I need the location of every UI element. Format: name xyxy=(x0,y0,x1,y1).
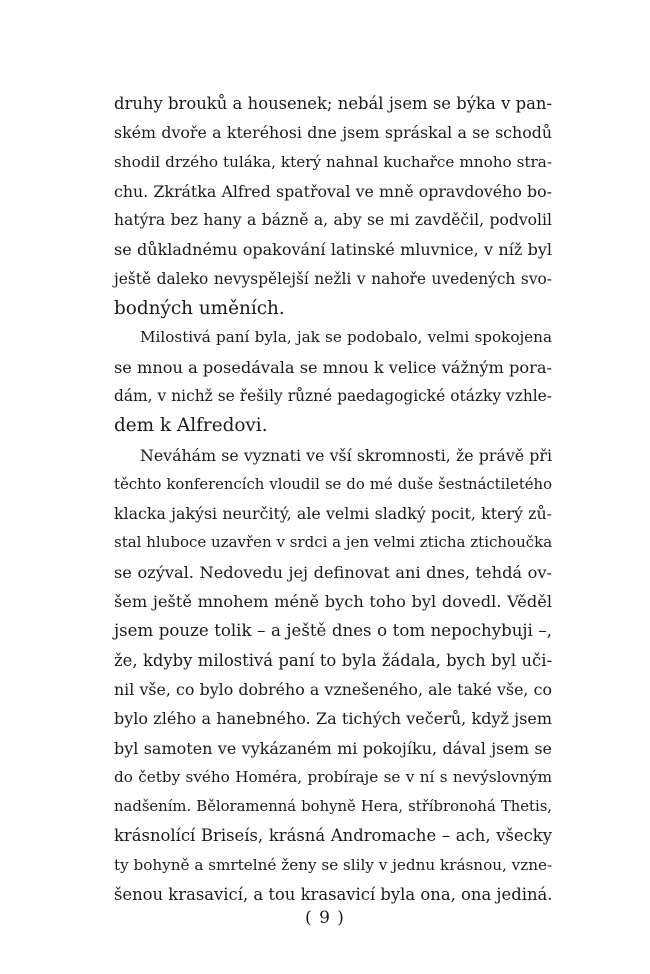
text-line: krásnolící Briseís, krásná Andromache – ach, všecky xyxy=(114,826,552,846)
text-line: jsem pouze tolik – a ještě dnes o tom nepochybuji –, xyxy=(114,621,552,641)
paragraph xyxy=(114,323,552,440)
text-line: stal hluboce uzavřen v srdci a jen velmi zticha ztichoučka xyxy=(114,533,553,552)
text-line: dem k Alfredovi. xyxy=(114,415,268,437)
text-line: ty bohyně a smrtelné ženy se slily v jednu krásnou, vzne- xyxy=(114,855,553,874)
text-line: Milostivá paní byla, jak se podobalo, velmi spokojena xyxy=(140,328,552,347)
body-text xyxy=(114,89,552,909)
text-line: se mnou a posedávala se mnou k velice vážným pora- xyxy=(114,357,553,377)
text-line: nadšením. Běloramenná bohyně Hera, stříbronohá Thetis, xyxy=(114,798,552,816)
text-line: hatýra bez hany a bázně a, aby se mi zavděčil, podvolil xyxy=(114,211,552,230)
text-line: se důkladnému opakování latinské mluvnice, v níž byl xyxy=(114,240,552,260)
paragraph xyxy=(114,89,552,323)
text-line: šem ještě mnohem méně bych toho byl dovedl. Věděl xyxy=(114,592,552,612)
text-line: chu. Zkrátka Alfred spatřoval ve mně opravdového bo- xyxy=(114,181,552,201)
text-line: byl samoten ve vykázaném mi pokojíku, dával jsem se xyxy=(114,738,552,758)
text-line: těchto konferencích vloudil se do mé duše šestnáctiletého xyxy=(114,475,552,493)
text-line: že, kdyby milostivá paní to byla žádala, bych byl uči- xyxy=(114,650,552,670)
text-line: ském dvoře a kteréhosi dne jsem spráskal a se schodů xyxy=(114,123,552,143)
text-line: druhy brouků a housenek; nebál jsem se býka v pan- xyxy=(114,94,552,113)
text-line: šenou krasavicí, a tou krasavicí byla ona, ona jediná. xyxy=(114,885,553,905)
page-number: ( 9 ) xyxy=(305,908,345,928)
text-line: Neváhám se vyznati ve vší skromnosti, že právě při xyxy=(140,445,552,465)
paragraph xyxy=(114,441,552,910)
text-line: se ozýval. Nedovedu jej definovat ani dnes, tehdá ov- xyxy=(114,562,552,582)
text-line: bodných uměních. xyxy=(114,298,285,320)
text-line: do četby svého Homéra, probíraje se v ní s nevýslovným xyxy=(114,767,552,786)
text-line: dám, v nichž se řešily různé paedagogické otázky vzhle- xyxy=(114,386,552,405)
text-line: klacka jakýsi neurčitý, ale velmi sladký pocit, který zů- xyxy=(114,504,552,524)
text-line: ještě daleko nevyspělejší nežli v nahoře uvedených svo- xyxy=(114,269,552,288)
text-line: nil vše, co bylo dobrého a vznešeného, ale také vše, co xyxy=(114,679,552,699)
text-line: bylo zlého a hanebného. Za tichých večerů, když jsem xyxy=(114,709,552,729)
text-line: shodil drzého tuláka, který nahnal kuchařce mnoho stra- xyxy=(114,152,552,171)
